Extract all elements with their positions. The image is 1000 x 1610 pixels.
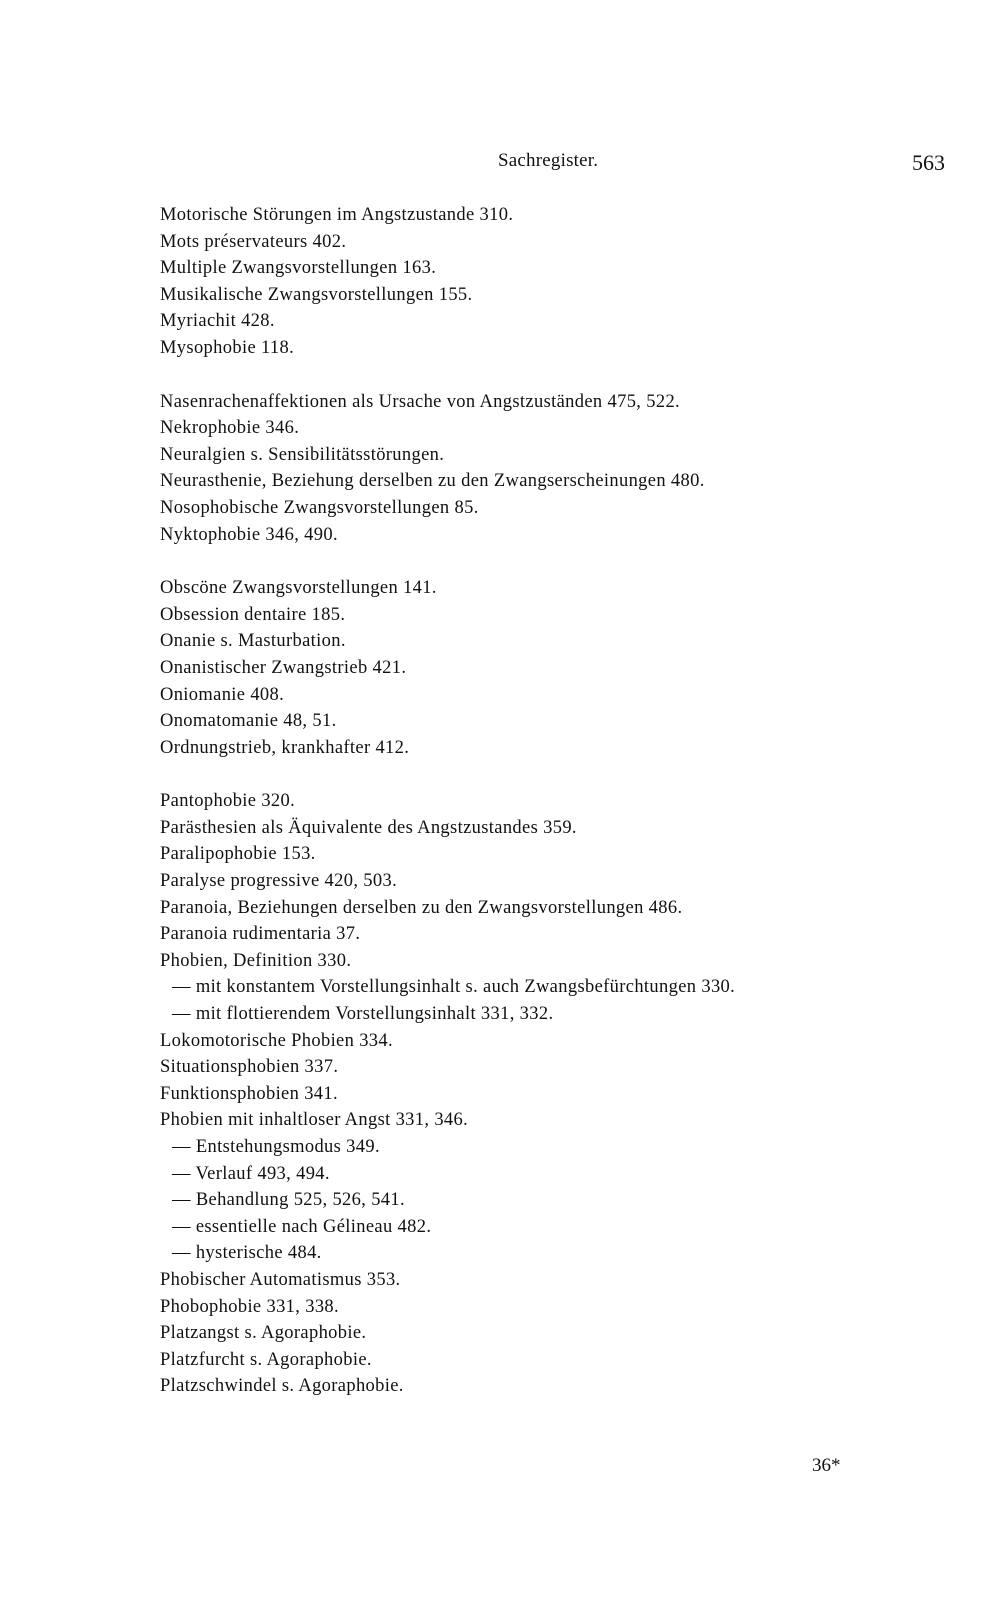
index-section [160, 788, 920, 1400]
index-entry: Phobischer Automatismus 353. [160, 1269, 401, 1290]
index-entry: Lokomotorische Phobien 334. [160, 1030, 393, 1051]
index-entry: Pantophobie 320. [160, 791, 296, 812]
index-entry: Neurasthenie, Beziehung derselben zu den Zwangserscheinungen 480. [160, 471, 705, 492]
index-entry: Phobien mit inhaltloser Angst 331, 346. [160, 1110, 469, 1131]
index-entry: Situationsphobien 337. [160, 1057, 339, 1078]
index-subentry: — Verlauf 493, 494. [172, 1163, 330, 1184]
index-entry: Nekrophobie 346. [160, 418, 300, 439]
index-entry: Musikalische Zwangsvorstellungen 155. [160, 284, 473, 305]
index-entry: Phobien, Definition 330. [160, 950, 352, 971]
index-entry: Paralipophobie 153. [160, 844, 316, 865]
index-entry: Nasenrachenaffektionen als Ursache von Angstzuständen 475, 522. [160, 391, 681, 412]
printer-signature: 36* [812, 1455, 841, 1476]
index-entry: Mysophobie 118. [160, 337, 295, 358]
index-entry: Paralyse progressive 420, 503. [160, 871, 398, 892]
index-entry: Onanistischer Zwangstrieb 421. [160, 657, 407, 678]
index-entry: Parästhesien als Äquivalente des Angstzustandes 359. [160, 817, 577, 838]
page-number: 563 [912, 150, 945, 175]
index-subentry: — mit konstantem Vorstellungsinhalt s. auch Zwangsbefürchtungen 330. [172, 977, 736, 998]
index-entry: Oniomanie 408. [160, 684, 285, 705]
index-section [160, 389, 920, 549]
index-entry: Paranoia rudimentaria 37. [160, 924, 361, 945]
index-entry: Nosophobische Zwangsvorstellungen 85. [160, 497, 479, 518]
index-entry: Onanie s. Masturbation. [160, 631, 346, 652]
index-entry: Neuralgien s. Sensibilitätsstörungen. [160, 444, 445, 465]
index-subentry: — mit flottierendem Vorstellungsinhalt 331, 332. [172, 1004, 554, 1025]
index-entry: Motorische Störungen im Angstzustande 310. [160, 205, 514, 225]
index-entry: Platzschwindel s. Agoraphobie. [160, 1376, 404, 1397]
index-subentry: — Behandlung 525, 526, 541. [172, 1190, 405, 1211]
index-entry: Phobophobie 331, 338. [160, 1296, 339, 1317]
index-entries [160, 202, 920, 1427]
index-section [160, 202, 920, 362]
index-entry: Ordnungstrieb, krankhafter 412. [160, 737, 410, 758]
index-subentry: — essentielle nach Gélineau 482. [172, 1216, 432, 1237]
index-entry: Onomatomanie 48, 51. [160, 711, 337, 732]
index-subentry: — Entstehungsmodus 349. [172, 1137, 380, 1157]
index-entry: Mots préservateurs 402. [160, 231, 347, 252]
index-entry: Platzfurcht s. Agoraphobie. [160, 1349, 372, 1370]
index-entry: Platzangst s. Agoraphobie. [160, 1323, 367, 1344]
index-entry: Nyktophobie 346, 490. [160, 524, 338, 545]
running-title: Sachregister. [498, 150, 599, 171]
index-entry: Obscöne Zwangsvorstellungen 141. [160, 578, 437, 599]
index-entry: Funktionsphobien 341. [160, 1083, 338, 1104]
index-entry: Multiple Zwangsvorstellungen 163. [160, 258, 437, 279]
index-entry: Obsession dentaire 185. [160, 604, 346, 625]
index-entry: Paranoia, Beziehungen derselben zu den Zwangsvorstellungen 486. [160, 897, 683, 918]
index-subentry: — hysterische 484. [172, 1243, 322, 1264]
index-entry: Myriachit 428. [160, 311, 275, 332]
index-section [160, 575, 920, 761]
